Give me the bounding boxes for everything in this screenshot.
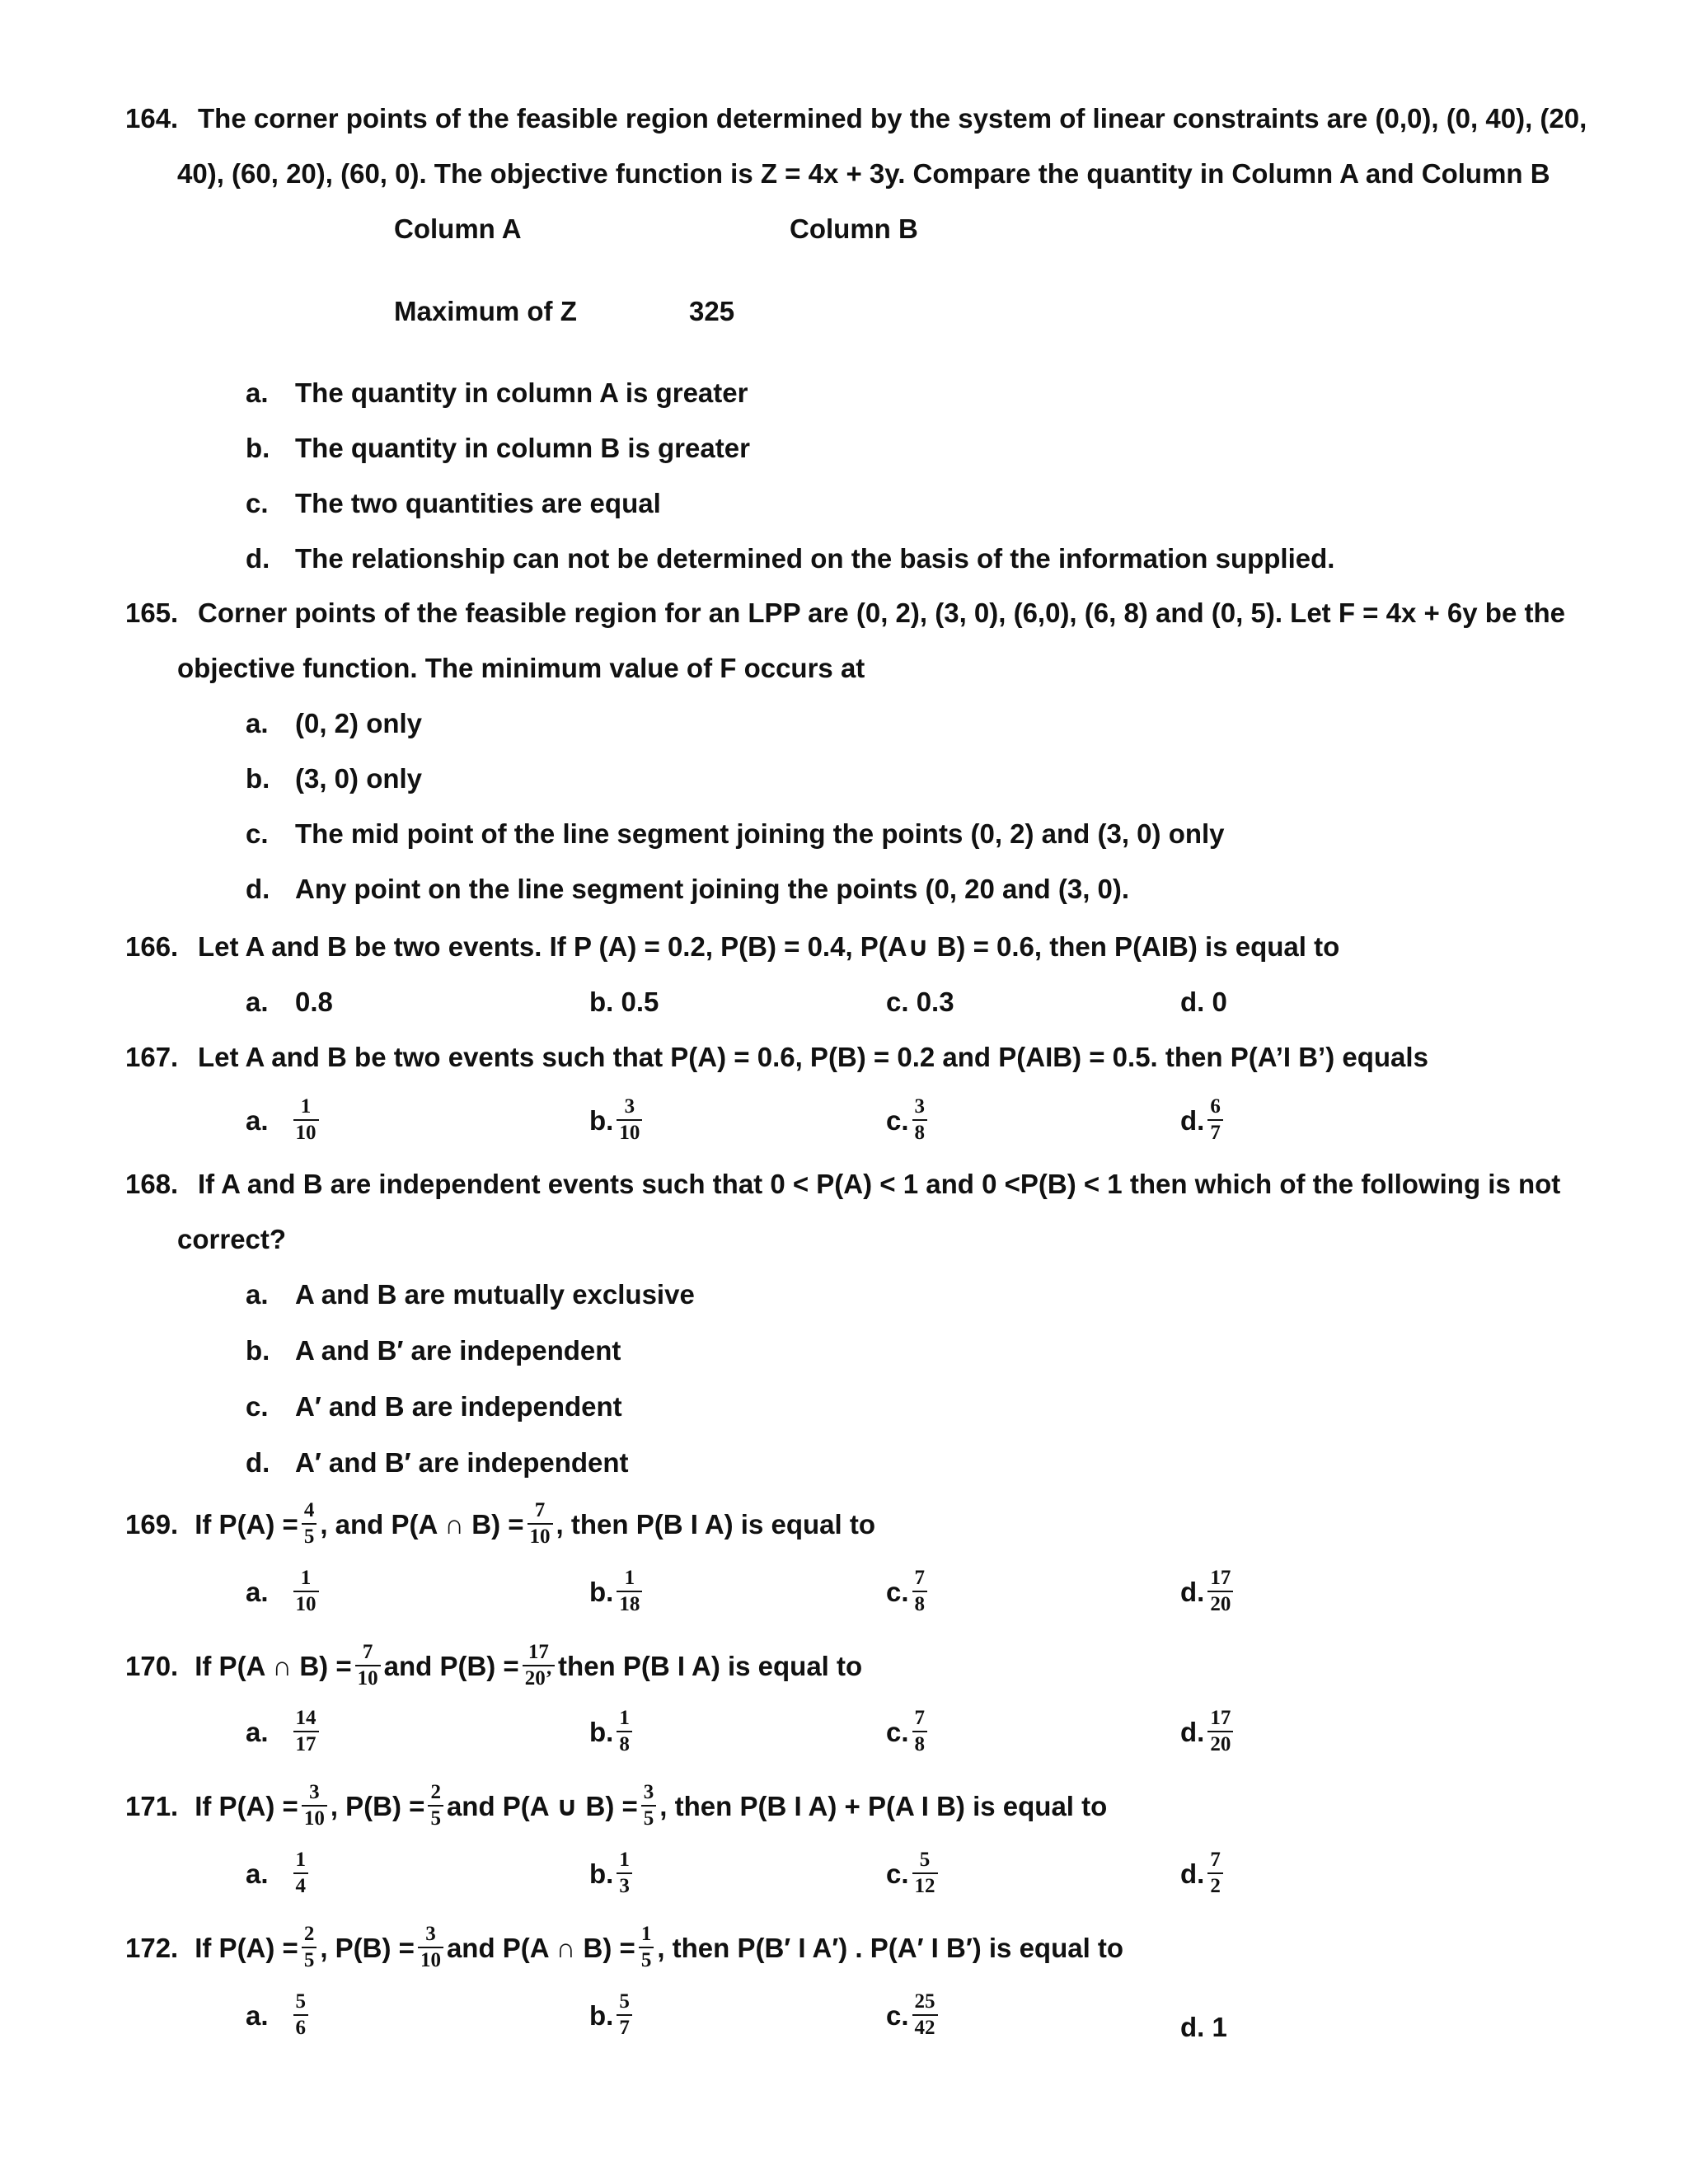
numerator: 1: [639, 1924, 654, 1948]
q170-option-a-label: a.: [246, 1716, 269, 1747]
numerator: 1: [293, 1849, 309, 1874]
q172-text-part3: and P(A ∩ B) =: [446, 1932, 635, 1963]
q168-option-d-text: A′ and B′ are independent: [295, 1447, 629, 1478]
q171-text-part1: If P(A) =: [195, 1790, 298, 1821]
q169-option-b: [589, 1568, 645, 1616]
denominator: 5: [303, 1949, 315, 1972]
numerator: 25: [912, 1991, 938, 2016]
q172-option-b-label: b.: [589, 1999, 614, 2031]
q167-option-b: [589, 1096, 645, 1145]
numerator: 5: [912, 1849, 938, 1874]
q170-number: 170.: [125, 1650, 179, 1681]
numerator: 6: [1207, 1096, 1223, 1121]
q169-fraction-pa: [302, 1500, 317, 1549]
q170-option-b-fraction: [617, 1708, 632, 1756]
denominator: 8: [914, 1733, 926, 1756]
q167-option-c-label: c.: [886, 1104, 909, 1136]
q168-option-c-text: A′ and B are independent: [295, 1391, 622, 1422]
q169-question: [125, 1500, 875, 1549]
q167-option-d: [1180, 1096, 1226, 1145]
q172-text-part1: If P(A) =: [195, 1932, 298, 1963]
q169-option-d-fraction: [1207, 1568, 1233, 1616]
denominator: 7: [1210, 1122, 1221, 1145]
q164-number: 164.: [125, 103, 179, 134]
q169-option-c-fraction: [912, 1568, 928, 1616]
numerator: 7: [912, 1708, 928, 1732]
denominator: 3: [619, 1875, 630, 1898]
column-b-header: Column B: [790, 213, 918, 244]
denominator: 4: [295, 1875, 307, 1898]
q164-option-b-label: b.: [246, 433, 270, 463]
numerator: 14: [293, 1708, 319, 1732]
q169-option-a-label: a.: [246, 1576, 269, 1607]
q171-option-b-fraction: [617, 1849, 632, 1898]
q164-option-c-label: c.: [246, 488, 269, 518]
q164-text-line2: 40), (60, 20), (60, 0). The objective function is Z = 4x + 3y. Compare the quantity in Column A and Column B: [177, 158, 1550, 189]
denominator: 10: [619, 1122, 640, 1145]
q167-option-d-fraction: [1207, 1096, 1223, 1145]
denominator: 17: [295, 1733, 316, 1756]
q165-option-c-text: The mid point of the line segment joining the points (0, 2) and (3, 0) only: [295, 818, 1225, 849]
column-b-value: 325: [689, 296, 735, 326]
q169-fraction-pab: [528, 1500, 553, 1549]
denominator: 6: [295, 2017, 307, 2040]
q172-question: [125, 1924, 1123, 1972]
q165-option-c-label: c.: [246, 818, 269, 849]
denominator: 12: [914, 1875, 935, 1898]
q167-option-d-label: d.: [1180, 1104, 1205, 1136]
q165-option-a-label: a.: [246, 708, 269, 738]
q170-option-a-fraction: [293, 1708, 319, 1756]
q171-option-c-fraction: [912, 1849, 938, 1898]
numerator: 4: [302, 1500, 317, 1525]
q167-number: 167.: [125, 1042, 179, 1072]
q172-option-c-fraction: [912, 1991, 938, 2040]
q171-fraction-pb: [428, 1782, 443, 1830]
denominator: 8: [914, 1122, 926, 1145]
denominator: 5: [303, 1526, 315, 1549]
q165-option-d-label: d.: [246, 874, 270, 904]
q165-text-line2: objective function. The minimum value of F occurs at: [177, 653, 865, 683]
column-a-header: Column A: [394, 213, 522, 244]
q169-option-b-label: b.: [589, 1576, 614, 1607]
numerator: 3: [641, 1782, 657, 1807]
q172-option-d: d. 1: [1180, 2012, 1227, 2042]
q172-number: 172.: [125, 1932, 179, 1963]
denominator: 8: [914, 1593, 926, 1616]
q169-option-a-fraction: [293, 1568, 319, 1616]
q165-text-line1: Corner points of the feasible region for an LPP are (0, 2), (3, 0), (6,0), (6, 8) and (0, 5). Let F = 4x + 6y be the: [198, 598, 1565, 628]
numerator: 1: [617, 1849, 632, 1874]
q166-text: Let A and B be two events. If P (A) = 0.2, P(B) = 0.4, P(A∪ B) = 0.6, then P(AIB) is equal to: [198, 931, 1340, 962]
numerator: 3: [418, 1924, 443, 1948]
q172-fraction-pa: [302, 1924, 317, 1972]
denominator: 20: [1210, 1733, 1231, 1756]
q167-option-c-fraction: [912, 1096, 928, 1145]
denominator: 10: [303, 1807, 325, 1830]
numerator: 5: [293, 1991, 309, 2016]
q172-fraction-pab: [639, 1924, 654, 1972]
q168-number: 168.: [125, 1169, 179, 1199]
numerator: 2: [428, 1782, 443, 1807]
q168-option-c-label: c.: [246, 1391, 269, 1422]
q170-option-d-fraction: [1207, 1708, 1233, 1756]
q167-option-b-label: b.: [589, 1104, 614, 1136]
denominator: 20: [1210, 1593, 1231, 1616]
q169-option-c-label: c.: [886, 1576, 909, 1607]
q171-option-a: [246, 1849, 312, 1898]
q164-option-a-label: a.: [246, 377, 269, 408]
q170-option-a: [246, 1708, 322, 1756]
denominator: 20’: [524, 1667, 553, 1690]
q165-option-b-text: (3, 0) only: [295, 763, 423, 794]
q171-option-c: [886, 1849, 941, 1898]
q172-option-a: [246, 1991, 312, 2040]
q167-option-c: [886, 1096, 931, 1145]
q170-text-part1: If P(A ∩ B) =: [195, 1650, 352, 1681]
q170-option-b-label: b.: [589, 1716, 614, 1747]
q168-option-a-text: A and B are mutually exclusive: [295, 1279, 695, 1310]
q171-option-a-fraction: [293, 1849, 309, 1898]
denominator: 10: [295, 1122, 316, 1145]
q171-text-part2: , P(B) =: [330, 1790, 425, 1821]
q166-number: 166.: [125, 931, 179, 962]
q170-fraction-pb: [523, 1642, 555, 1690]
denominator: 5: [643, 1807, 654, 1830]
q165-option-b-label: b.: [246, 763, 270, 794]
numerator: 3: [912, 1096, 928, 1121]
numerator: 2: [302, 1924, 317, 1948]
q170-option-c: [886, 1708, 931, 1756]
q164-text-line1: The corner points of the feasible region determined by the system of linear constraints are (0,0), (0, 40), (20,: [198, 103, 1587, 134]
q168-option-d-label: d.: [246, 1447, 270, 1478]
q168-option-b-label: b.: [246, 1335, 270, 1366]
denominator: 10: [529, 1526, 551, 1549]
numerator: 5: [617, 1991, 632, 2016]
q171-option-d-fraction: [1207, 1849, 1223, 1898]
q165-option-a-text: (0, 2) only: [295, 708, 423, 738]
q172-option-c: [886, 1991, 941, 2040]
q170-option-b: [589, 1708, 635, 1756]
q169-option-a: [246, 1568, 322, 1616]
q170-fraction-pab: [355, 1642, 381, 1690]
denominator: 7: [619, 2017, 630, 2040]
q169-text-part1: If P(A) =: [195, 1508, 298, 1540]
denominator: 18: [619, 1593, 640, 1616]
denominator: 10: [295, 1593, 316, 1616]
denominator: 10: [357, 1667, 378, 1690]
q171-option-a-label: a.: [246, 1858, 269, 1889]
q167-option-a: [246, 1096, 322, 1145]
numerator: 17: [523, 1642, 555, 1666]
q171-fraction-paub: [641, 1782, 657, 1830]
column-a-value: Maximum of Z: [394, 296, 577, 326]
denominator: 5: [640, 1949, 652, 1972]
q171-option-b-label: b.: [589, 1858, 614, 1889]
q171-question: [125, 1782, 1107, 1830]
q169-option-c: [886, 1568, 931, 1616]
q166-option-c: c. 0.3: [886, 987, 954, 1017]
numerator: 1: [617, 1708, 632, 1732]
q165-number: 165.: [125, 598, 179, 628]
q166-option-a-label: a.: [246, 987, 269, 1017]
q168-text-line2: correct?: [177, 1224, 287, 1254]
q169-option-d-label: d.: [1180, 1576, 1205, 1607]
q172-option-b: [589, 1991, 635, 2040]
q172-fraction-pb: [418, 1924, 443, 1972]
q172-text-part4: , then P(B′ I A′) . P(A′ I B′) is equal to: [657, 1932, 1124, 1963]
numerator: 7: [355, 1642, 381, 1666]
denominator: 5: [430, 1807, 441, 1830]
q170-option-c-fraction: [912, 1708, 928, 1756]
q170-text-part2: and P(B) =: [383, 1650, 519, 1681]
q167-text: Let A and B be two events such that P(A) = 0.6, P(B) = 0.2 and P(AIB) = 0.5. then P(A’I B’) equals: [198, 1042, 1428, 1072]
numerator: 7: [528, 1500, 553, 1525]
q169-option-d: [1180, 1568, 1236, 1616]
q170-question: [125, 1642, 862, 1690]
denominator: 42: [914, 2017, 935, 2040]
q171-option-d: [1180, 1849, 1226, 1898]
denominator: 10: [420, 1949, 441, 1972]
q171-option-b: [589, 1849, 635, 1898]
numerator: 3: [617, 1096, 642, 1121]
q166-option-a: 0.8: [295, 987, 333, 1017]
q168-text-line1: If A and B are independent events such that 0 < P(A) < 1 and 0 <P(B) < 1 then which of the following is not: [198, 1169, 1561, 1199]
numerator: 17: [1207, 1568, 1233, 1592]
q171-fraction-pa: [302, 1782, 327, 1830]
q167-option-b-fraction: [617, 1096, 642, 1145]
denominator: 8: [619, 1733, 630, 1756]
q169-option-b-fraction: [617, 1568, 642, 1616]
q170-option-d: [1180, 1708, 1236, 1756]
numerator: 7: [1207, 1849, 1223, 1874]
q169-text-part2: , and P(A ∩ B) =: [320, 1508, 524, 1540]
q169-number: 169.: [125, 1508, 179, 1540]
q171-number: 171.: [125, 1790, 179, 1821]
numerator: 1: [617, 1568, 642, 1592]
q170-option-c-label: c.: [886, 1716, 909, 1747]
numerator: 3: [302, 1782, 327, 1807]
q165-option-d-text: Any point on the line segment joining the points (0, 20 and (3, 0).: [295, 874, 1130, 904]
q171-text-part3: and P(A ∪ B) =: [446, 1790, 638, 1821]
q167-option-a-fraction: [293, 1096, 319, 1145]
q172-option-b-fraction: [617, 1991, 632, 2040]
numerator: 17: [1207, 1708, 1233, 1732]
q170-text-part3: then P(B I A) is equal to: [558, 1650, 863, 1681]
q164-option-b-text: The quantity in column B is greater: [295, 433, 750, 463]
q168-option-a-label: a.: [246, 1279, 269, 1310]
q171-option-d-label: d.: [1180, 1858, 1205, 1889]
q169-text-part3: , then P(B I A) is equal to: [556, 1508, 876, 1540]
q166-option-d: d. 0: [1180, 987, 1227, 1017]
q164-option-d-text: The relationship can not be determined on the basis of the information supplied.: [295, 543, 1335, 574]
q167-option-a-label: a.: [246, 1104, 269, 1136]
q172-option-a-fraction: [293, 1991, 309, 2040]
q171-text-part4: , then P(B I A) + P(A I B) is equal to: [659, 1790, 1108, 1821]
q164-option-c-text: The two quantities are equal: [295, 488, 661, 518]
q171-option-c-label: c.: [886, 1858, 909, 1889]
numerator: 7: [912, 1568, 928, 1592]
q166-option-b: b. 0.5: [589, 987, 659, 1017]
q164-option-d-label: d.: [246, 543, 270, 574]
numerator: 1: [293, 1096, 319, 1121]
q172-option-a-label: a.: [246, 1999, 269, 2031]
q168-option-b-text: A and B′ are independent: [295, 1335, 621, 1366]
q172-text-part2: , P(B) =: [320, 1932, 415, 1963]
q170-option-d-label: d.: [1180, 1716, 1205, 1747]
q172-option-c-label: c.: [886, 1999, 909, 2031]
numerator: 1: [293, 1568, 319, 1592]
q164-option-a-text: The quantity in column A is greater: [295, 377, 748, 408]
denominator: 2: [1210, 1875, 1221, 1898]
